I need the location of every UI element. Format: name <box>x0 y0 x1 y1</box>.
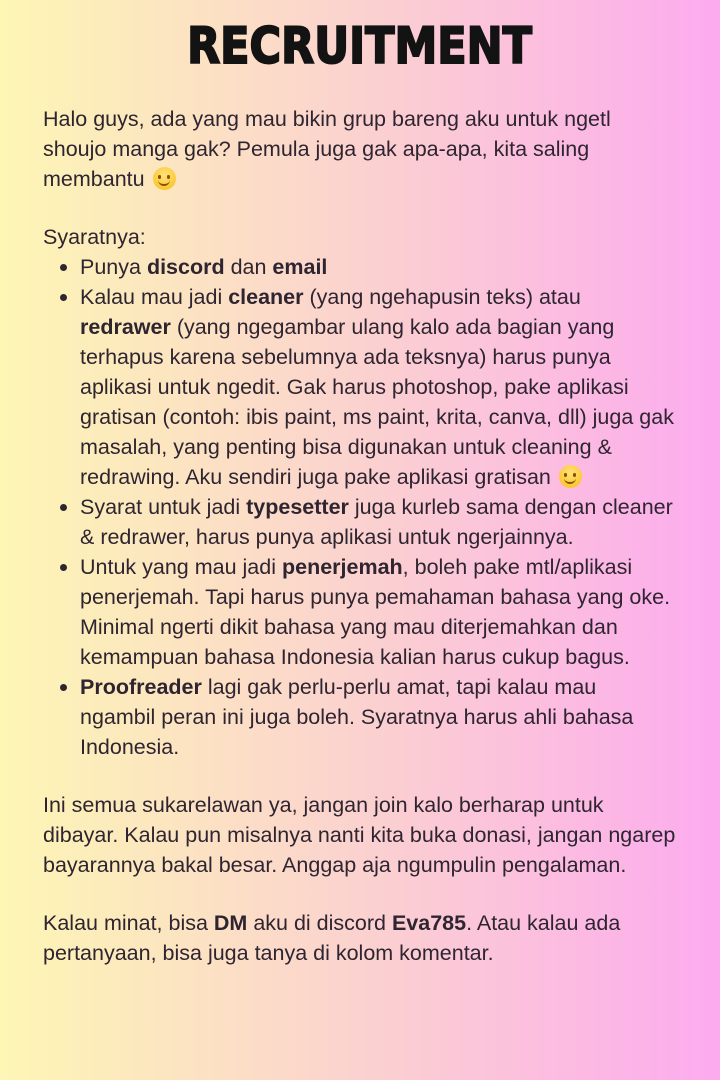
intro-paragraph: Halo guys, ada yang mau bikin grup bareng aku untuk ngetl shoujo manga gak? Pemula juga gak apa-apa, kita saling membantu <box>43 107 611 191</box>
beaming-face-emoji <box>559 465 582 488</box>
requirement-item: Syarat untuk jadi typesetter juga kurleb sama dengan cleaner & redrawer, harus punya aplikasi untuk ngerjainnya. <box>80 492 677 552</box>
requirements-list <box>43 252 677 762</box>
requirement-item: Punya discord dan email <box>80 252 677 282</box>
requirements-heading: Syaratnya: <box>43 225 146 249</box>
contact-paragraph: Kalau minat, bisa DM aku di discord Eva785. Atau kalau ada pertanyaan, bisa juga tanya di kolom komentar. <box>43 911 621 965</box>
poster-body <box>0 104 720 968</box>
requirement-item: Kalau mau jadi cleaner (yang ngehapusin teks) atau redrawer (yang ngegambar ulang kalo ada bagian yang terhapus karena sebelumnya ada teksnya) harus punya aplikasi untuk ngedit. Gak harus photoshop, pake aplikasi gratisan (contoh: ibis paint, ms paint, krita, canva, dll) juga gak masalah, yang penting bisa digunakan untuk cleaning & redrawing. Aku sendiri juga pake aplikasi gratisan <box>80 282 677 492</box>
page-title <box>0 14 720 78</box>
requirement-item: Untuk yang mau jadi penerjemah, boleh pake mtl/aplikasi penerjemah. Tapi harus punya pemahaman bahasa yang oke. Minimal ngerti dikit bahasa yang mau diterjemahkan dan kemampuan bahasa Indonesia kalian harus cukup bagus. <box>80 552 677 672</box>
hugging-face-emoji <box>153 167 176 190</box>
volunteer-note: Ini semua sukarelawan ya, jangan join kalo berharap untuk dibayar. Kalau pun misalnya nanti kita buka donasi, jangan ngarep bayarannya bakal besar. Anggap aja ngumpulin pengalaman. <box>43 793 676 877</box>
requirement-item: Proofreader lagi gak perlu-perlu amat, tapi kalau mau ngambil peran ini juga boleh. Syaratnya harus ahli bahasa Indonesia. <box>80 672 677 762</box>
page-title-text: RECRUITMENT <box>187 17 533 75</box>
